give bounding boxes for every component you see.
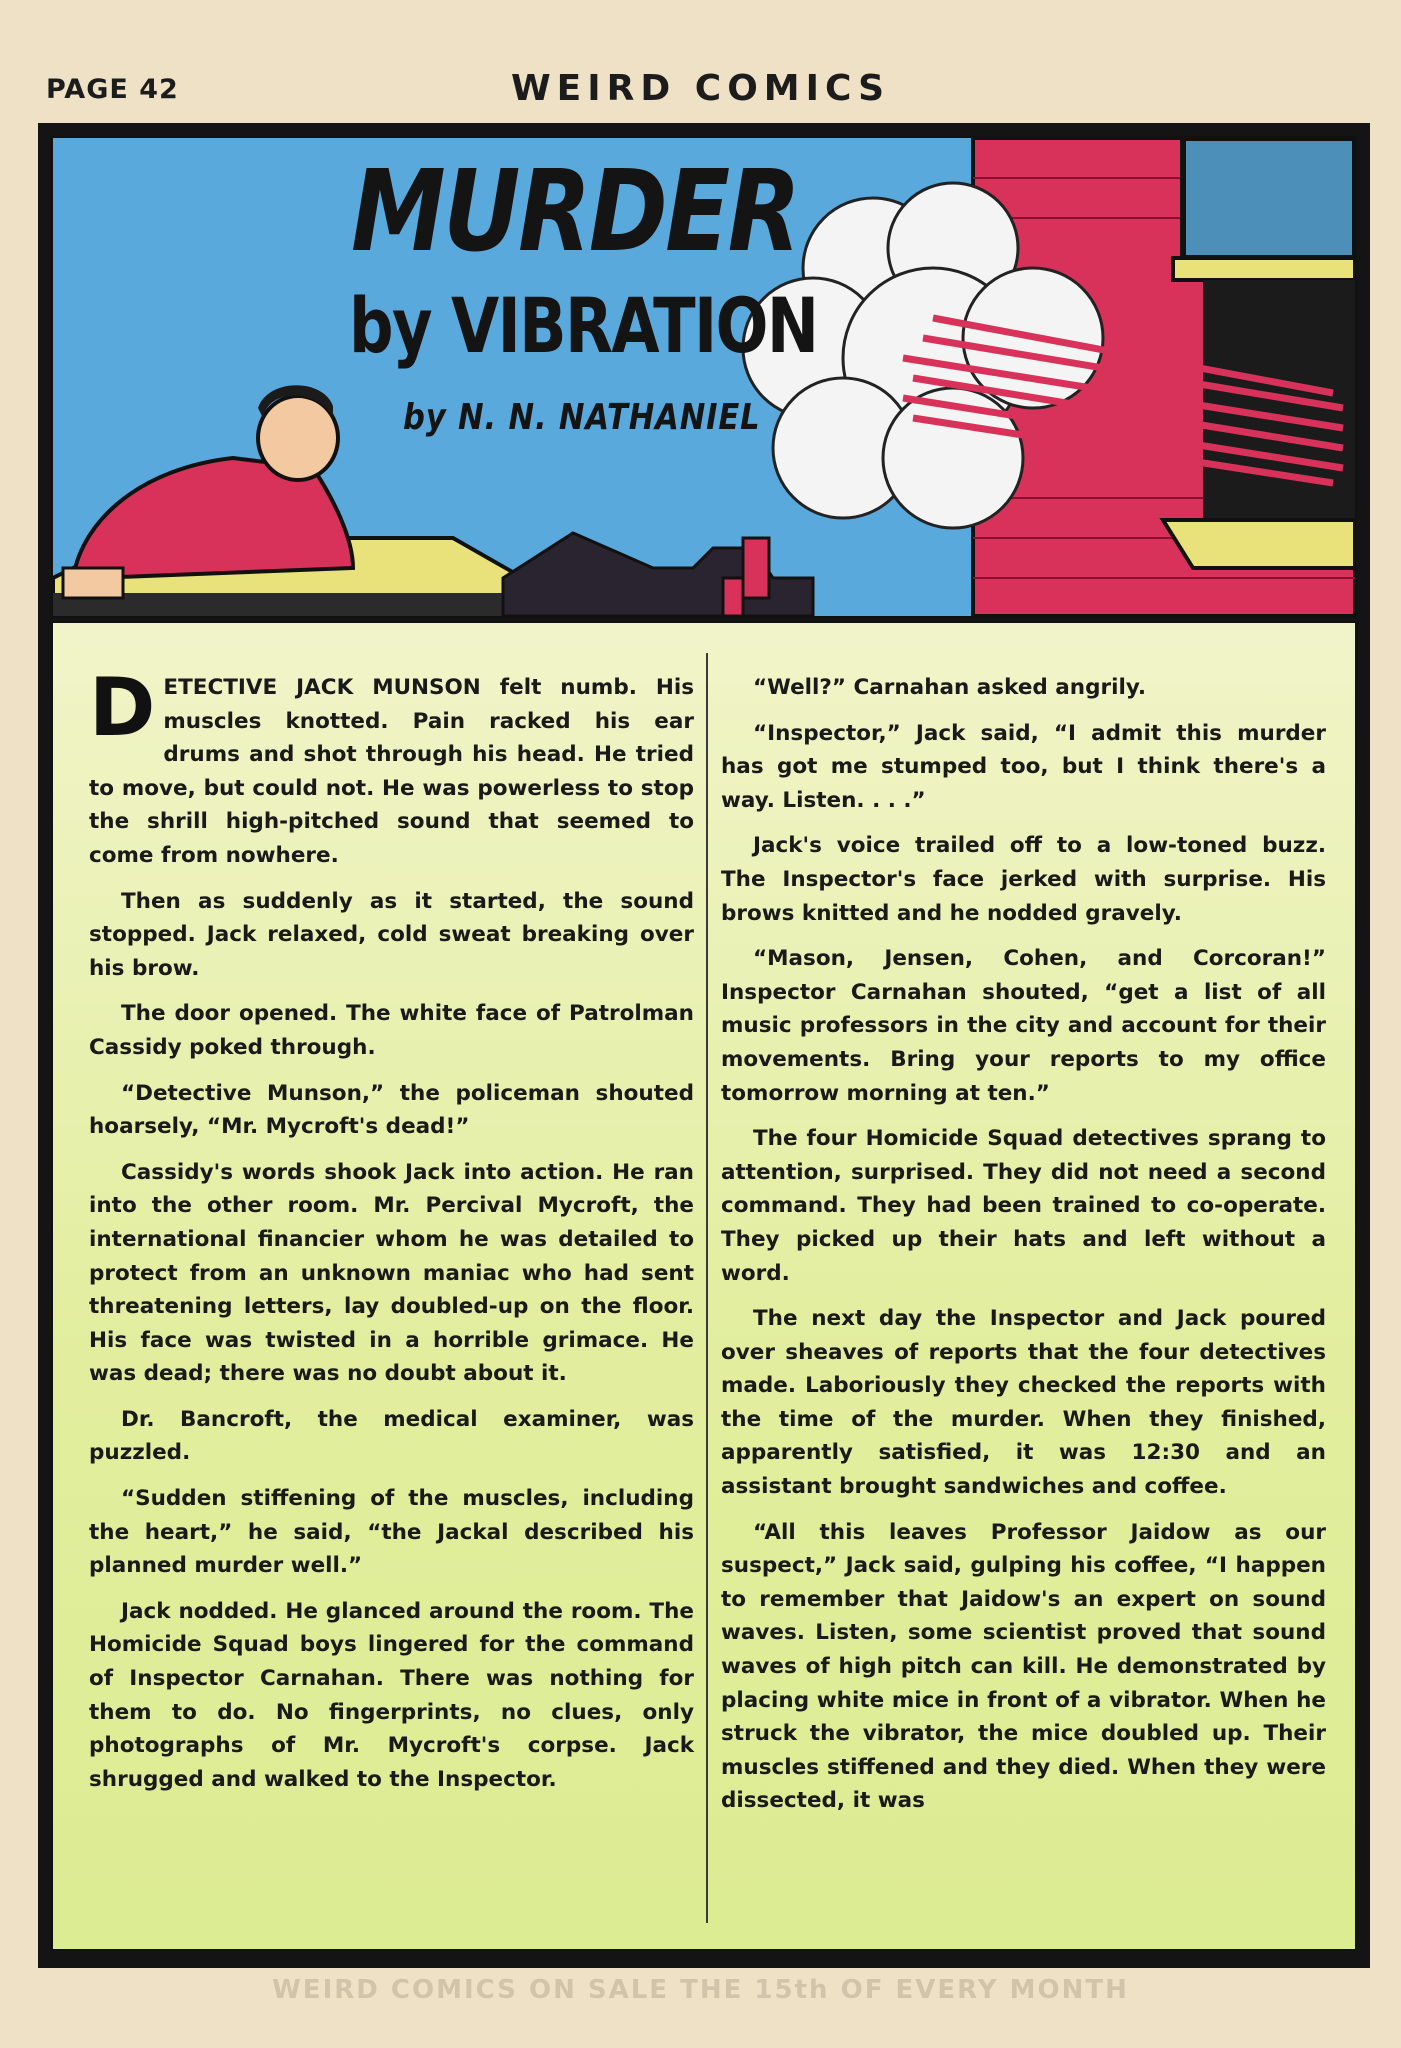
paragraph: Cassidy's words shook Jack into action. He ran into the other room. Mr. Percival Mycroft, the international financier whom he was detailed to protect from an unknown maniac who had sent threatening letters, lay doubled-up on the floor. His face was twisted in a horrible grimace. He was dead; there was no doubt about it. <box>89 1159 694 1387</box>
right-column <box>721 671 1326 1830</box>
paragraph: “All this leaves Professor Jaidow as our suspect,” Jack said, gulping his coffee, “I happen to remember that Jaidow's an expert on sound waves. Listen, some scientist proved that sound waves of high pitch can kill. He demonstrated by placing white mice in front of a vibrator. When he struck the vibrator, the mice doubled up. Their muscles stiffened and they died. When they were dissected, it was <box>721 1519 1326 1814</box>
paragraph: The next day the Inspector and Jack poured over sheaves of reports that the four detectives made. Laboriously they checked the reports with the time of the murder. When they finished, apparently satisfied, it was 12:30 and an assistant brought sandwiches and coffee. <box>721 1306 1326 1500</box>
drop-cap: D <box>89 661 156 754</box>
column-divider <box>706 653 708 1923</box>
page-number: PAGE 42 <box>46 74 179 105</box>
magazine-title: WEIRD COMICS <box>510 68 891 109</box>
paragraph: Jack's voice trailed off to a low-toned buzz. The Inspector's face jerked with surprise. His brows knitted and he nodded gravely. <box>721 833 1326 926</box>
story-author: by N. N. NATHANIEL <box>403 397 761 438</box>
paragraph: Dr. Bancroft, the medical examiner, was puzzled. <box>89 1406 694 1466</box>
paragraph: “Well?” Carnahan asked angrily. <box>753 675 1147 700</box>
paragraph: The door opened. The white face of Patrolman Cassidy poked through. <box>89 1001 694 1060</box>
first-paragraph <box>89 661 694 873</box>
paragraph: “Detective Munson,” the policeman shouted hoarsely, “Mr. Mycroft's dead!” <box>89 1080 694 1140</box>
paragraph: “Sudden stiffening of the muscles, including the heart,” he said, “the Jackal described his planned murder well.” <box>89 1486 694 1579</box>
window-sill <box>1163 520 1355 568</box>
chimney-1 <box>743 538 769 598</box>
story-subtitle: by VIBRATION <box>349 281 818 370</box>
detective-figure <box>63 385 353 598</box>
paragraph: The four Homicide Squad detectives sprang to attention, surprised. They did not need a second command. They had been trained to co-operate. They picked up their hats and left without a word. <box>721 1126 1326 1286</box>
window-ledge <box>1173 258 1355 280</box>
left-column <box>89 661 694 1808</box>
window <box>1183 138 1355 258</box>
story-title: MURDER <box>351 147 799 277</box>
paragraph: Then as suddenly as it started, the sound stopped. Jack relaxed, cold sweat breaking over his brow. <box>89 888 694 981</box>
title-panel <box>51 136 1357 618</box>
footer-bleed-text: WEIRD COMICS ON SALE THE 15th OF EVERY MONTH <box>272 1975 1129 2005</box>
paragraph: Jack nodded. He glanced around the room. The Homicide Squad boys lingered for the command of Inspector Carnahan. There was nothing for them to do. No fingerprints, no clues, only photographs of Mr. Mycroft's corpse. Jack shrugged and walked to the Inspector. <box>89 1598 694 1792</box>
story-frame <box>38 123 1370 1968</box>
first-paragraph-rest: felt numb. His muscles knotted. Pain racked his ear drums and shot through his head. He tried to move, but could not. He was powerless to stop the shrill high-pitched sound that seemed to come from nowhere. <box>89 675 694 868</box>
page-header <box>0 66 1401 116</box>
first-paragraph-lead: ETECTIVE JACK MUNSON <box>163 675 481 700</box>
chimney-2 <box>723 578 743 616</box>
paragraph: “Inspector,” Jack said, “I admit this murder has got me stumped too, but I think there's a way. Listen. . . .” <box>721 720 1326 813</box>
story-text-panel <box>51 621 1357 1951</box>
paragraph: “Mason, Jensen, Cohen, and Corcoran!” Inspector Carnahan shouted, “get a list of all music professors in the city and account for their movements. Bring your reports to my office tomorrow morning at ten.” <box>721 946 1326 1106</box>
